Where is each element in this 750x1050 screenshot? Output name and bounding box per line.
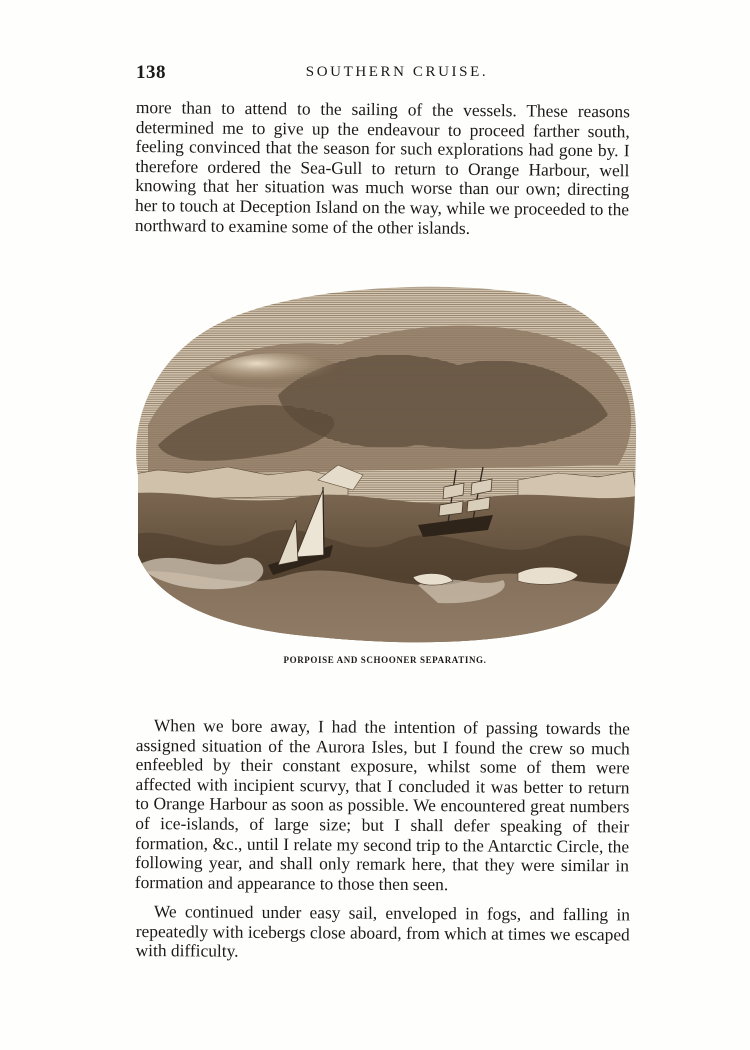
running-head: SOUTHERN CRUISE. [305, 64, 489, 80]
figure-caption: PORPOISE AND SCHOONER SEPARATING. [283, 655, 487, 665]
paragraph-2: When we bore away, I had the intention of passing towards the assigned situation of the Aurora Isles, but I found the crew so much enfeebled by their constant exposure, whilst some of them were affected with incipient scurvy, that I concluded it was better to return to Orange Harbour as soon as possible. We encountered great numbers of ice-islands, of large size; but I shall defer speaking of their formation, &c., until I relate my second trip to the Antarctic Circle, the following year, and shall only remark here, that they were similar in formation and appearance to those then seen. [134, 715, 630, 894]
paragraph-1: more than to attend to the sailing of the vessels. These reasons determined me to give up the endeavour to proceed farther south, feeling convinced that the season for such explorations had gone by. I therefore ordered the Sea-Gull to return to Orange Harbour, well knowing that her situation was much worse than our own; directing her to touch at Deception Island on the way, while we proceeded to the northward to examine some of the other islands. [134, 97, 630, 238]
page-number: 138 [136, 62, 166, 83]
engraving-illustration [118, 275, 642, 647]
paragraph-3: We continued under easy sail, enveloped in fogs, and falling in repeatedly with icebergs close aboard, from which at times we escaped with difficulty. [135, 901, 630, 961]
page-header [136, 62, 628, 86]
